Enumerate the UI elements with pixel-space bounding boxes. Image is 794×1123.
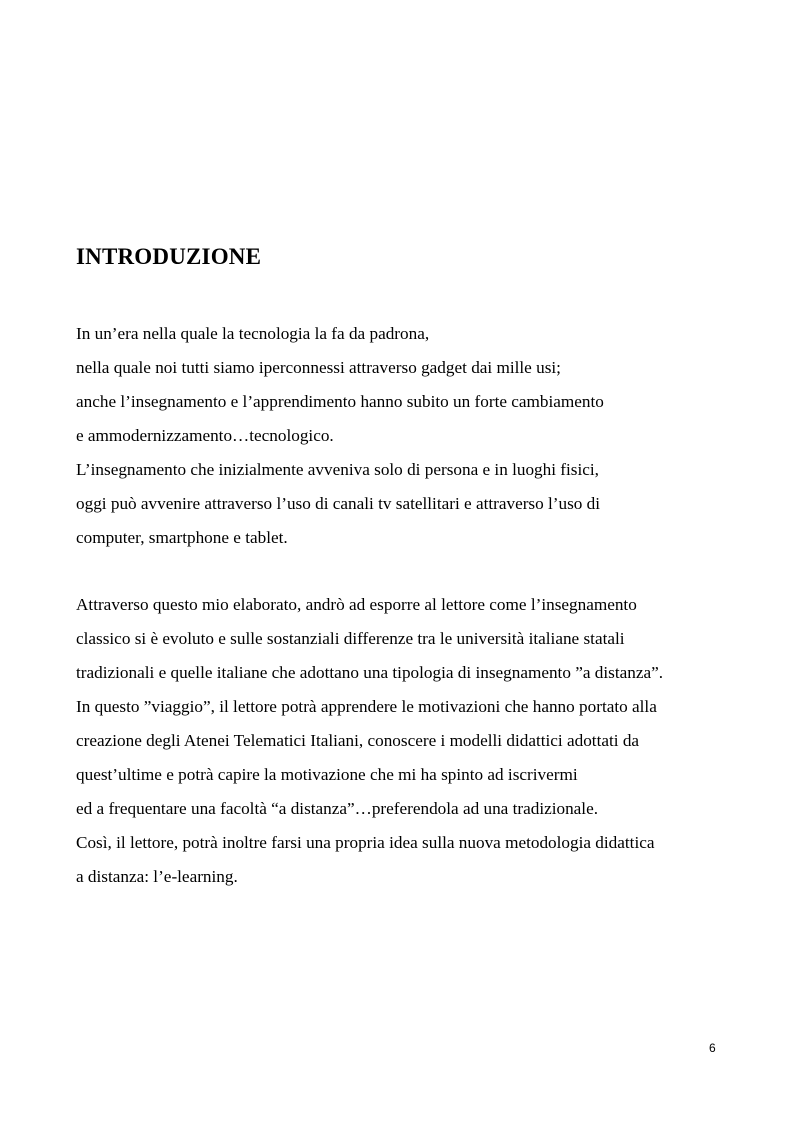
text-line: classico si è evoluto e sulle sostanziali differenze tra le università italiane statali xyxy=(76,629,625,648)
text-line: In questo ”viaggio”, il lettore potrà apprendere le motivazioni che hanno portato alla xyxy=(76,697,657,716)
text-line: In un’era nella quale la tecnologia la fa da padrona, xyxy=(76,324,430,343)
paragraph-intro-1 xyxy=(76,317,756,555)
text-line: e ammodernizzamento…tecnologico. xyxy=(76,426,334,445)
page-title: INTRODUZIONE xyxy=(76,244,262,269)
text-line: Attraverso questo mio elaborato, andrò ad esporre al lettore come l’insegnamento xyxy=(76,595,637,614)
text-line: computer, smartphone e tablet. xyxy=(76,528,288,547)
text-line: oggi può avvenire attraverso l’uso di canali tv satellitari e attraverso l’uso di xyxy=(76,494,601,513)
paragraph-intro-2 xyxy=(76,588,756,894)
text-line: a distanza: l’e-learning. xyxy=(76,867,238,886)
text-line: nella quale noi tutti siamo iperconnessi attraverso gadget dai mille usi; xyxy=(76,358,561,377)
text-line: creazione degli Atenei Telematici Italiani, conoscere i modelli didattici adottati da xyxy=(76,731,640,750)
text-line: tradizionali e quelle italiane che adottano una tipologia di insegnamento ”a distanza”. xyxy=(76,663,664,682)
page-number: 6 xyxy=(709,1041,716,1055)
text-line: L’insegnamento che inizialmente avveniva solo di persona e in luoghi fisici, xyxy=(76,460,599,479)
text-line: Così, il lettore, potrà inoltre farsi una propria idea sulla nuova metodologia didattica xyxy=(76,833,655,852)
text-line: quest’ultime e potrà capire la motivazione che mi ha spinto ad iscrivermi xyxy=(76,765,578,784)
text-line: anche l’insegnamento e l’apprendimento hanno subito un forte cambiamento xyxy=(76,392,604,411)
text-line: ed a frequentare una facoltà “a distanza”…preferendola ad una tradizionale. xyxy=(76,799,599,818)
